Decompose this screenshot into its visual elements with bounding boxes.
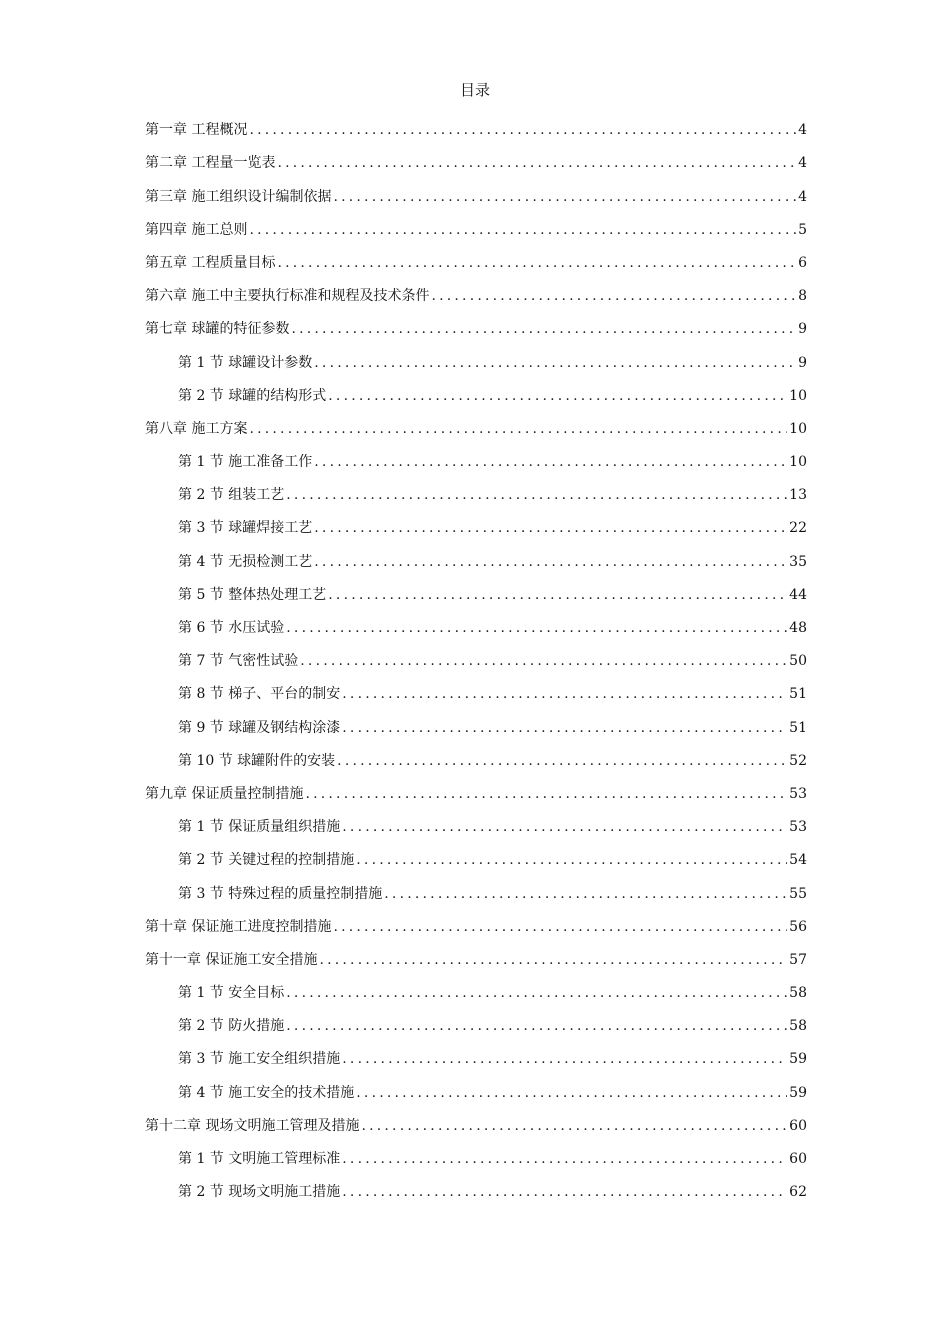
toc-section-entry[interactable]: [145, 738, 807, 771]
toc-entry-title: 第 3 节 施工安全组织措施: [178, 1051, 341, 1068]
toc-dot-leader: [342, 1182, 787, 1202]
toc-section-entry[interactable]: [145, 638, 807, 671]
toc-dot-leader: [277, 153, 796, 173]
toc-chapter-entry[interactable]: [145, 107, 807, 140]
toc-dot-leader: [314, 452, 787, 472]
toc-dot-leader: [249, 419, 787, 439]
toc-entry-title: 第 1 节 安全目标: [178, 985, 285, 1002]
toc-dot-leader: [277, 253, 796, 273]
toc-entry-title: 第 8 节 梯子、平台的制安: [178, 686, 341, 703]
toc-page-number: 60: [789, 1117, 807, 1134]
toc-page-number: 59: [789, 1084, 807, 1101]
toc-chapter-entry[interactable]: [145, 240, 807, 273]
toc-dot-leader: [431, 286, 796, 306]
toc-entry-title: 第 1 节 球罐设计参数: [178, 354, 313, 371]
toc-dot-leader: [328, 386, 787, 406]
toc-page-number: 57: [789, 951, 807, 968]
toc-dot-leader: [286, 485, 787, 505]
toc-page-number: 10: [789, 454, 807, 471]
toc-entry-title: 第 3 节 特殊过程的质量控制措施: [178, 885, 383, 902]
toc-entry-title: 第 5 节 整体热处理工艺: [178, 586, 327, 603]
toc-dot-leader: [337, 751, 787, 771]
toc-dot-leader: [286, 983, 787, 1003]
toc-section-entry[interactable]: [145, 605, 807, 638]
toc-page-number: 52: [789, 752, 807, 769]
toc-page-number: 4: [798, 188, 807, 205]
toc-page-number: 48: [789, 620, 807, 636]
toc-page-number: 9: [798, 354, 807, 371]
toc-chapter-entry[interactable]: [145, 406, 807, 439]
toc-dot-leader: [286, 1016, 787, 1036]
toc-dot-leader: [342, 684, 787, 704]
toc-entry-title: 第 6 节 水压试验: [178, 620, 285, 636]
toc-page-number: 9: [798, 321, 807, 338]
toc-page-number: 53: [789, 819, 807, 836]
toc-entry-title: 第 4 节 无损检测工艺: [178, 553, 313, 570]
toc-chapter-entry[interactable]: [145, 173, 807, 206]
toc-dot-leader: [342, 1149, 787, 1169]
toc-entry-title: 第 2 节 关键过程的控制措施: [178, 852, 355, 869]
toc-page-number: 4: [798, 122, 807, 139]
toc-dot-leader: [291, 319, 796, 339]
toc-entry-title: 第二章 工程量一览表: [145, 155, 276, 172]
toc-page-number: 58: [789, 1018, 807, 1035]
toc-dot-leader: [314, 353, 796, 373]
toc-dot-leader: [300, 651, 787, 671]
toc-entry-title: 第 2 节 组装工艺: [178, 487, 285, 504]
toc-section-entry[interactable]: [145, 1069, 807, 1102]
toc-section-entry[interactable]: [145, 538, 807, 571]
toc-dot-leader: [249, 220, 796, 240]
toc-title: 目录: [459, 81, 490, 99]
toc-section-entry[interactable]: [145, 1036, 807, 1069]
toc-entry-title: 第一章 工程概况: [145, 122, 248, 139]
toc-page-number: 60: [789, 1151, 807, 1167]
toc-page-number: 10: [789, 387, 807, 404]
toc-section-entry[interactable]: [145, 837, 807, 870]
toc-page-number: 13: [789, 487, 807, 504]
toc-dot-leader: [333, 187, 796, 207]
toc-page-number: 10: [789, 420, 807, 437]
toc-page-number: 58: [789, 985, 807, 1002]
toc-dot-leader: [249, 120, 796, 140]
toc-chapter-entry[interactable]: [145, 306, 807, 339]
toc-page-number: 55: [789, 885, 807, 902]
toc-section-entry[interactable]: [145, 339, 807, 372]
toc-section-entry[interactable]: [145, 1136, 807, 1169]
toc-chapter-entry[interactable]: [145, 140, 807, 173]
toc-dot-leader: [286, 618, 787, 638]
toc-entry-title: 第 4 节 施工安全的技术措施: [178, 1084, 355, 1101]
toc-page-number: 50: [789, 653, 807, 670]
toc-page-number: 62: [789, 1184, 807, 1201]
toc-section-entry[interactable]: [145, 704, 807, 737]
toc-entry-title: 第 1 节 文明施工管理标准: [178, 1151, 341, 1167]
toc-entry-title: 第 2 节 防火措施: [178, 1018, 285, 1035]
toc-section-entry[interactable]: [145, 572, 807, 605]
toc-list: [145, 107, 807, 1202]
toc-chapter-entry[interactable]: [145, 273, 807, 306]
toc-section-entry[interactable]: [145, 1003, 807, 1036]
toc-dot-leader: [356, 1083, 787, 1103]
toc-dot-leader: [384, 884, 787, 904]
toc-entry-title: 第六章 施工中主要执行标准和规程及技术条件: [145, 288, 430, 305]
toc-entry-title: 第 7 节 气密性试验: [178, 653, 299, 670]
toc-dot-leader: [319, 950, 787, 970]
toc-dot-leader: [314, 518, 787, 538]
toc-section-entry[interactable]: [145, 373, 807, 406]
toc-page-number: 35: [789, 553, 807, 570]
toc-dot-leader: [333, 917, 787, 937]
toc-entry-title: 第十二章 现场文明施工管理及措施: [145, 1117, 360, 1134]
toc-page-number: 54: [789, 852, 807, 869]
toc-chapter-entry[interactable]: [145, 937, 807, 970]
toc-page-number: 5: [798, 221, 807, 238]
toc-dot-leader: [305, 784, 787, 804]
toc-section-entry[interactable]: [145, 505, 807, 538]
toc-entry-title: 第 2 节 现场文明施工措施: [178, 1184, 341, 1201]
toc-dot-leader: [328, 585, 787, 605]
toc-dot-leader: [361, 1116, 787, 1136]
toc-chapter-entry[interactable]: [145, 207, 807, 240]
toc-page-number: 53: [789, 785, 807, 802]
toc-section-entry[interactable]: [145, 804, 807, 837]
toc-dot-leader: [342, 1049, 787, 1069]
toc-entry-title: 第七章 球罐的特征参数: [145, 321, 290, 338]
toc-entry-title: 第四章 施工总则: [145, 221, 248, 238]
toc-entry-title: 第八章 施工方案: [145, 420, 248, 437]
toc-page-number: 44: [789, 586, 807, 603]
toc-page-number: 56: [789, 918, 807, 935]
toc-entry-title: 第十一章 保证施工安全措施: [145, 951, 318, 968]
toc-entry-title: 第五章 工程质量目标: [145, 254, 276, 271]
toc-dot-leader: [342, 718, 787, 738]
toc-entry-title: 第 1 节 保证质量组织措施: [178, 819, 341, 836]
toc-entry-title: 第十章 保证施工进度控制措施: [145, 918, 332, 935]
toc-dot-leader: [342, 817, 787, 837]
toc-page-number: 4: [798, 155, 807, 172]
toc-section-entry[interactable]: [145, 1169, 807, 1202]
toc-entry-title: 第九章 保证质量控制措施: [145, 785, 304, 802]
toc-section-entry[interactable]: [145, 439, 807, 472]
toc-page-number: 51: [789, 719, 807, 736]
toc-chapter-entry[interactable]: [145, 771, 807, 804]
toc-chapter-entry[interactable]: [145, 904, 807, 937]
toc-page-number: 22: [789, 520, 807, 537]
toc-entry-title: 第三章 施工组织设计编制依据: [145, 188, 332, 205]
toc-chapter-entry[interactable]: [145, 1103, 807, 1136]
toc-entry-title: 第 2 节 球罐的结构形式: [178, 387, 327, 404]
toc-entry-title: 第 10 节 球罐附件的安装: [178, 752, 336, 769]
toc-dot-leader: [356, 850, 787, 870]
toc-section-entry[interactable]: [145, 472, 807, 505]
toc-page-number: 6: [798, 254, 807, 271]
toc-section-entry[interactable]: [145, 870, 807, 903]
toc-page-number: 8: [798, 288, 807, 305]
toc-page-number: 51: [789, 686, 807, 703]
toc-dot-leader: [314, 552, 787, 572]
toc-entry-title: 第 1 节 施工准备工作: [178, 454, 313, 471]
toc-entry-title: 第 3 节 球罐焊接工艺: [178, 520, 313, 537]
toc-page-number: 59: [789, 1051, 807, 1068]
toc-section-entry[interactable]: [145, 671, 807, 704]
toc-section-entry[interactable]: [145, 970, 807, 1003]
toc-entry-title: 第 9 节 球罐及钢结构涂漆: [178, 719, 341, 736]
